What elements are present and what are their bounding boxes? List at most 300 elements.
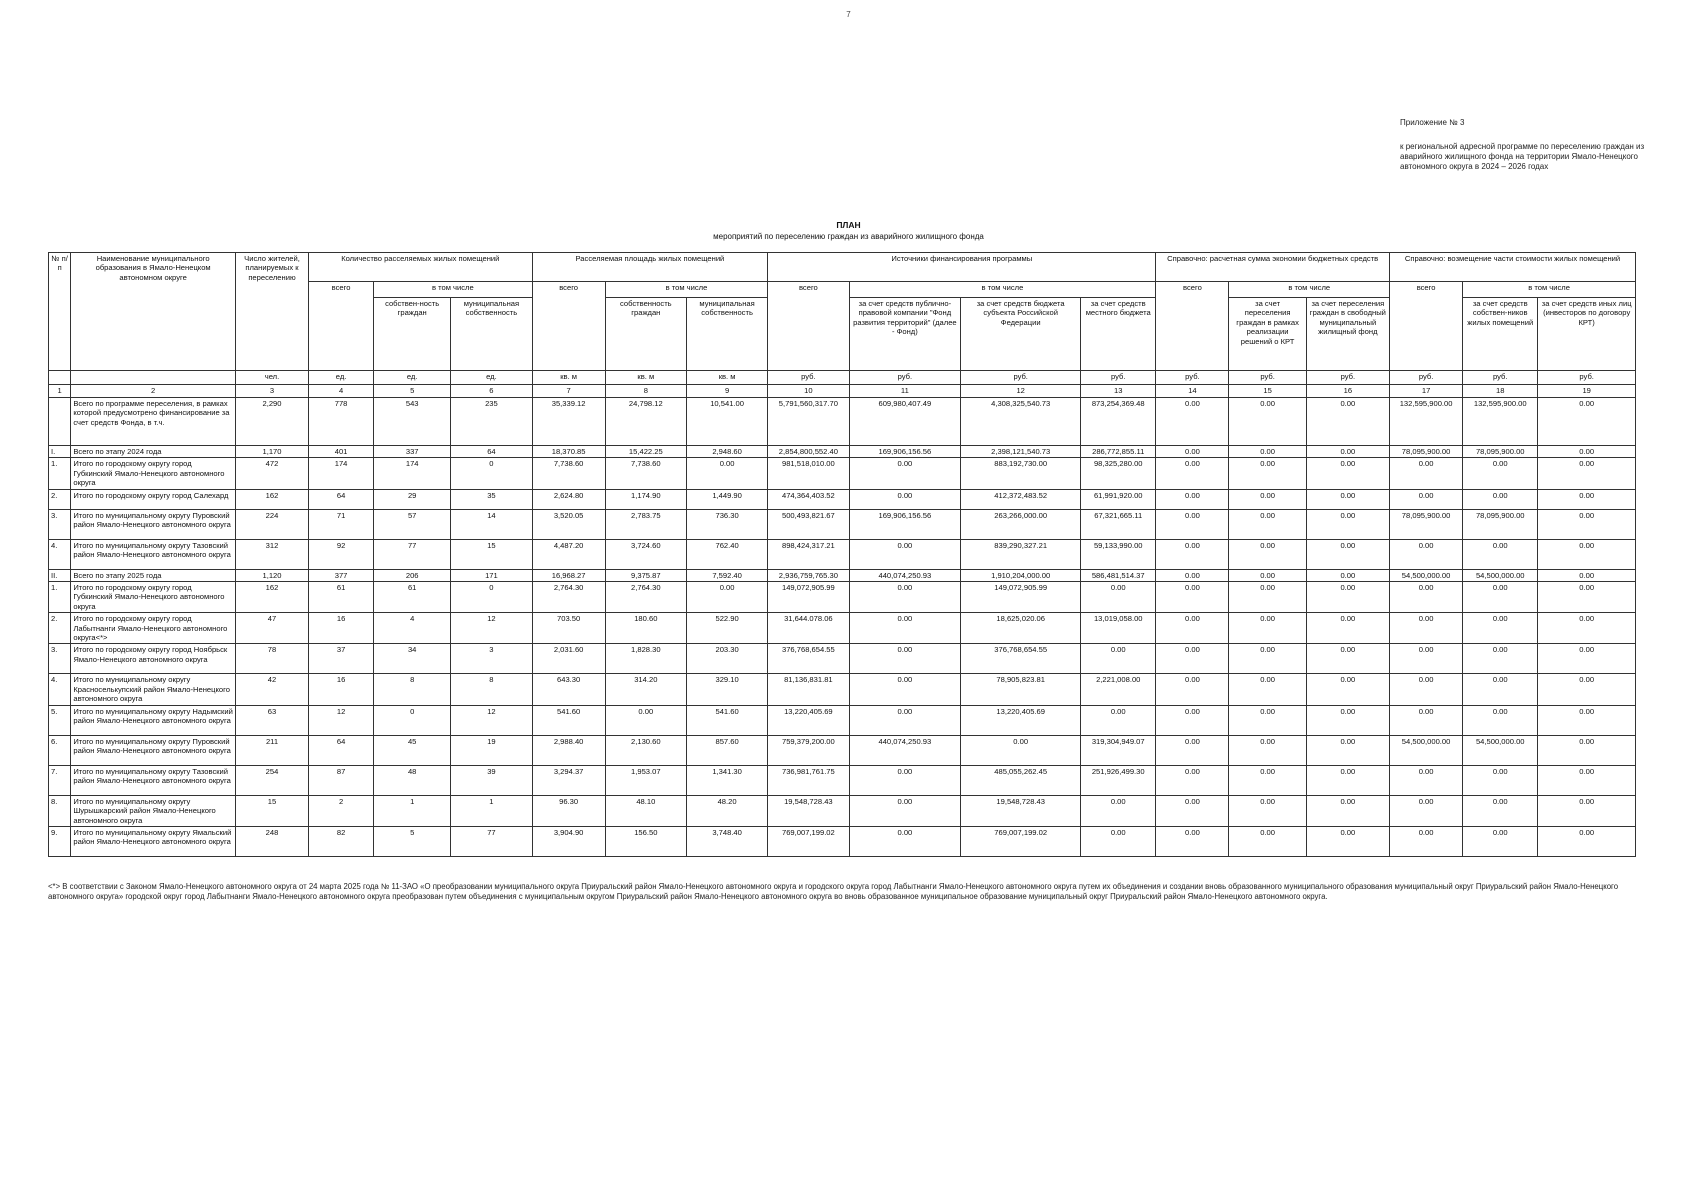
row-value-cell: 0 bbox=[451, 458, 532, 489]
row-value-cell: 0.00 bbox=[1538, 569, 1636, 581]
row-value-cell: 4 bbox=[374, 613, 451, 644]
row-value-cell: 203.30 bbox=[686, 644, 767, 674]
row-value-cell: 0.00 bbox=[1229, 539, 1306, 569]
row-value-cell: 162 bbox=[235, 489, 308, 509]
row-value-cell: 0.00 bbox=[1229, 735, 1306, 765]
row-value-cell: 156.50 bbox=[605, 826, 686, 856]
row-value-cell: 873,254,369.48 bbox=[1081, 398, 1156, 446]
column-number: 14 bbox=[1156, 385, 1229, 398]
unit-cell: руб. bbox=[1463, 371, 1538, 385]
row-value-cell: 78 bbox=[235, 644, 308, 674]
row-value-cell: 0.00 bbox=[1306, 674, 1389, 705]
plan-title: ПЛАН bbox=[836, 220, 861, 230]
unit-cell: кв. м bbox=[686, 371, 767, 385]
row-value-cell: 1,120 bbox=[235, 569, 308, 581]
row-number-cell: 3. bbox=[49, 509, 71, 539]
column-number: 17 bbox=[1390, 385, 1463, 398]
row-value-cell: 0.00 bbox=[1156, 826, 1229, 856]
row-value-cell: 64 bbox=[451, 446, 532, 458]
row-value-cell: 857.60 bbox=[686, 735, 767, 765]
row-value-cell: 248 bbox=[235, 826, 308, 856]
row-value-cell: 77 bbox=[451, 826, 532, 856]
row-value-cell: 0.00 bbox=[1390, 539, 1463, 569]
row-value-cell: 2,624.80 bbox=[532, 489, 605, 509]
row-value-cell: 2,988.40 bbox=[532, 735, 605, 765]
row-value-cell: 35,339.12 bbox=[532, 398, 605, 446]
appendix-text: к региональной адресной программе по переселению граждан из аварийного жилищного фонда на территории Ямало-Ненецкого автономного округа в 2024 – 2026 годах bbox=[1400, 142, 1645, 171]
column-number: 1 bbox=[49, 385, 71, 398]
row-value-cell: 57 bbox=[374, 509, 451, 539]
row-value-cell: 35 bbox=[451, 489, 532, 509]
header-rooms-citizens: собствен-ность граждан bbox=[374, 298, 451, 371]
row-value-cell: 0.00 bbox=[1306, 795, 1389, 826]
row-value-cell: 171 bbox=[451, 569, 532, 581]
row-value-cell: 0.00 bbox=[1463, 613, 1538, 644]
row-value-cell: 29 bbox=[374, 489, 451, 509]
row-value-cell: 61 bbox=[374, 582, 451, 613]
row-value-cell: 0.00 bbox=[1156, 674, 1229, 705]
row-value-cell: 61,991,920.00 bbox=[1081, 489, 1156, 509]
row-value-cell: 0.00 bbox=[1463, 705, 1538, 735]
row-value-cell: 376,768,654.55 bbox=[768, 644, 849, 674]
header-rooms-total: всего bbox=[309, 282, 374, 371]
column-number: 4 bbox=[309, 385, 374, 398]
header-funding-group: Источники финансирования программы bbox=[768, 253, 1156, 282]
row-value-cell: 0.00 bbox=[1156, 539, 1229, 569]
header-krt-resettle: за счет переселения граждан в рамках реализации решений о КРТ bbox=[1229, 298, 1306, 371]
table-row bbox=[49, 458, 1636, 489]
row-value-cell: 18,370.85 bbox=[532, 446, 605, 458]
row-value-cell: 472 bbox=[235, 458, 308, 489]
unit-cell: чел. bbox=[235, 371, 308, 385]
row-value-cell: 77 bbox=[374, 539, 451, 569]
column-number: 16 bbox=[1306, 385, 1389, 398]
row-value-cell: 251,926,499.30 bbox=[1081, 765, 1156, 795]
row-value-cell: 13,220,405.69 bbox=[961, 705, 1081, 735]
row-value-cell: 263,266,000.00 bbox=[961, 509, 1081, 539]
row-value-cell: 0.00 bbox=[1306, 613, 1389, 644]
header-savings-group: Справочно: расчетная сумма экономии бюджетных средств bbox=[1156, 253, 1390, 282]
row-value-cell: 0.00 bbox=[1463, 795, 1538, 826]
row-value-cell: 15 bbox=[235, 795, 308, 826]
row-value-cell: 16,968.27 bbox=[532, 569, 605, 581]
row-value-cell: 34 bbox=[374, 644, 451, 674]
row-value-cell: 440,074,250.93 bbox=[849, 735, 961, 765]
row-value-cell: 0.00 bbox=[1306, 826, 1389, 856]
row-value-cell: 206 bbox=[374, 569, 451, 581]
row-value-cell: 769,007,199.02 bbox=[961, 826, 1081, 856]
row-value-cell: 329.10 bbox=[686, 674, 767, 705]
row-value-cell: 47 bbox=[235, 613, 308, 644]
row-value-cell: 541.60 bbox=[532, 705, 605, 735]
table-header bbox=[49, 253, 1636, 398]
row-name-cell: Итого по городскому округу город Салехард bbox=[71, 489, 236, 509]
row-value-cell: 2,221,008.00 bbox=[1081, 674, 1156, 705]
row-value-cell: 0.00 bbox=[1156, 458, 1229, 489]
row-value-cell: 2,764.30 bbox=[605, 582, 686, 613]
row-name-cell: Итого по муниципальному округу Пуровский район Ямало-Ненецкого автономного округа bbox=[71, 735, 236, 765]
table-row bbox=[49, 489, 1636, 509]
row-value-cell: 39 bbox=[451, 765, 532, 795]
row-value-cell: 0.00 bbox=[1156, 569, 1229, 581]
row-name-cell: Итого по муниципальному округу Красноселькупский район Ямало-Ненецкого автономного округа bbox=[71, 674, 236, 705]
row-value-cell: 736.30 bbox=[686, 509, 767, 539]
row-value-cell: 0.00 bbox=[1390, 765, 1463, 795]
row-value-cell: 98,325,280.00 bbox=[1081, 458, 1156, 489]
row-value-cell: 1,170 bbox=[235, 446, 308, 458]
row-value-cell: 0.00 bbox=[1229, 489, 1306, 509]
row-value-cell: 1 bbox=[451, 795, 532, 826]
row-value-cell: 174 bbox=[374, 458, 451, 489]
column-number: 7 bbox=[532, 385, 605, 398]
row-value-cell: 543 bbox=[374, 398, 451, 446]
row-value-cell: 1,341.30 bbox=[686, 765, 767, 795]
unit-cell: ед. bbox=[309, 371, 374, 385]
row-value-cell: 48.20 bbox=[686, 795, 767, 826]
unit-cell bbox=[71, 371, 236, 385]
table-row bbox=[49, 613, 1636, 644]
row-value-cell: 48 bbox=[374, 765, 451, 795]
table-row bbox=[49, 446, 1636, 458]
row-value-cell: 541.60 bbox=[686, 705, 767, 735]
unit-cell bbox=[49, 371, 71, 385]
row-value-cell: 883,192,730.00 bbox=[961, 458, 1081, 489]
row-value-cell: 0.00 bbox=[1229, 826, 1306, 856]
row-value-cell: 0.00 bbox=[849, 795, 961, 826]
row-value-cell: 0.00 bbox=[1390, 705, 1463, 735]
row-value-cell: 24,798.12 bbox=[605, 398, 686, 446]
header-comp-total: всего bbox=[1390, 282, 1463, 371]
row-value-cell: 211 bbox=[235, 735, 308, 765]
row-value-cell: 9,375.87 bbox=[605, 569, 686, 581]
row-value-cell: 12 bbox=[451, 705, 532, 735]
row-value-cell: 13,220,405.69 bbox=[768, 705, 849, 735]
row-value-cell: 45 bbox=[374, 735, 451, 765]
row-value-cell: 3,520.05 bbox=[532, 509, 605, 539]
unit-cell: руб. bbox=[1306, 371, 1389, 385]
row-value-cell: 78,095,900.00 bbox=[1390, 446, 1463, 458]
row-number-cell: 9. bbox=[49, 826, 71, 856]
header-name: Наименование муниципального образования в Ямало-Ненецком автономном округе bbox=[71, 253, 236, 371]
row-value-cell: 0.00 bbox=[961, 735, 1081, 765]
unit-cell: руб. bbox=[1390, 371, 1463, 385]
row-value-cell: 78,095,900.00 bbox=[1390, 509, 1463, 539]
row-number-cell: I. bbox=[49, 446, 71, 458]
row-value-cell: 254 bbox=[235, 765, 308, 795]
row-name-cell: Всего по этапу 2025 года bbox=[71, 569, 236, 581]
row-value-cell: 0.00 bbox=[849, 644, 961, 674]
row-value-cell: 169,906,156.56 bbox=[849, 509, 961, 539]
row-value-cell: 19,548,728.43 bbox=[961, 795, 1081, 826]
row-value-cell: 0.00 bbox=[1390, 795, 1463, 826]
row-value-cell: 224 bbox=[235, 509, 308, 539]
row-value-cell: 0.00 bbox=[849, 613, 961, 644]
row-value-cell: 0.00 bbox=[1538, 644, 1636, 674]
row-value-cell: 2 bbox=[309, 795, 374, 826]
row-value-cell: 67,321,665.11 bbox=[1081, 509, 1156, 539]
column-number: 15 bbox=[1229, 385, 1306, 398]
row-value-cell: 59,133,990.00 bbox=[1081, 539, 1156, 569]
row-value-cell: 286,772,855.11 bbox=[1081, 446, 1156, 458]
row-value-cell: 2,936,759,765.30 bbox=[768, 569, 849, 581]
row-value-cell: 1,174.90 bbox=[605, 489, 686, 509]
row-value-cell: 64 bbox=[309, 489, 374, 509]
row-value-cell: 0.00 bbox=[1081, 582, 1156, 613]
table-row bbox=[49, 735, 1636, 765]
table-row bbox=[49, 705, 1636, 735]
row-value-cell: 0.00 bbox=[1306, 509, 1389, 539]
row-name-cell: Итого по муниципальному округу Пуровский район Ямало-Ненецкого автономного округа bbox=[71, 509, 236, 539]
table-row bbox=[49, 826, 1636, 856]
column-number: 10 bbox=[768, 385, 849, 398]
row-name-cell: Итого по городскому округу город Ноябрьск Ямало-Ненецкого автономного округа bbox=[71, 644, 236, 674]
row-number-cell: 2. bbox=[49, 489, 71, 509]
header-fund-source: за счет средств публично-правовой компании "Фонд развития территорий" (далее - Фонд) bbox=[849, 298, 961, 371]
row-value-cell: 0.00 bbox=[1463, 644, 1538, 674]
row-value-cell: 0.00 bbox=[1229, 644, 1306, 674]
row-value-cell: 981,518,010.00 bbox=[768, 458, 849, 489]
row-value-cell: 18,625,020.06 bbox=[961, 613, 1081, 644]
row-value-cell: 0.00 bbox=[849, 539, 961, 569]
row-value-cell: 337 bbox=[374, 446, 451, 458]
row-value-cell: 12 bbox=[451, 613, 532, 644]
row-value-cell: 0.00 bbox=[1081, 705, 1156, 735]
row-value-cell: 778 bbox=[309, 398, 374, 446]
row-value-cell: 0.00 bbox=[605, 705, 686, 735]
row-value-cell: 1,828.30 bbox=[605, 644, 686, 674]
row-value-cell: 0.00 bbox=[1306, 539, 1389, 569]
row-value-cell: 2,783.75 bbox=[605, 509, 686, 539]
header-area-including: в том числе bbox=[605, 282, 768, 298]
row-value-cell: 2,764.30 bbox=[532, 582, 605, 613]
row-value-cell: 169,906,156.56 bbox=[849, 446, 961, 458]
footnote: <*> В соответствии с Законом Ямало-Ненецкого автономного округа от 24 марта 2025 года № 11-ЗАО «О преобразовании муниципального округа Приуральский район Ямало-Ненецкого автономного округа и городского округа город Лабытнанги Ямало-Ненецкого автономного округа путем их объединения и создании вновь образованного муниципального образования муниципальный округ Приуральский район Ямало-Ненецкого автономного округа» городской округ город Лабытнанги Ямало-Ненецкого автономного округа преобразован путем объединения с муниципальным округом Приуральский район Ямало-Ненецкого автономного округа во вновь образованное муниципальное образование муниципальный округ Приуральский район Ямало-Ненецкого автономного округа. bbox=[48, 882, 1619, 901]
row-value-cell: 0.00 bbox=[1538, 489, 1636, 509]
row-value-cell: 0.00 bbox=[849, 458, 961, 489]
unit-cell: руб. bbox=[849, 371, 961, 385]
row-value-cell: 0.00 bbox=[849, 489, 961, 509]
row-value-cell: 0.00 bbox=[1229, 569, 1306, 581]
row-value-cell: 736,981,761.75 bbox=[768, 765, 849, 795]
row-value-cell: 522.90 bbox=[686, 613, 767, 644]
row-value-cell: 0.00 bbox=[1156, 765, 1229, 795]
row-value-cell: 13,019,058.00 bbox=[1081, 613, 1156, 644]
row-value-cell: 2,290 bbox=[235, 398, 308, 446]
row-value-cell: 0.00 bbox=[1390, 582, 1463, 613]
row-value-cell: 609,980,407.49 bbox=[849, 398, 961, 446]
header-area-municipal: муниципальная собственность bbox=[686, 298, 767, 371]
row-value-cell: 2,130.60 bbox=[605, 735, 686, 765]
row-value-cell: 0.00 bbox=[1306, 569, 1389, 581]
row-value-cell: 0.00 bbox=[1156, 509, 1229, 539]
table-row bbox=[49, 674, 1636, 705]
table-row bbox=[49, 398, 1636, 446]
unit-cell: кв. м bbox=[532, 371, 605, 385]
row-value-cell: 500,493,821.67 bbox=[768, 509, 849, 539]
row-value-cell: 0.00 bbox=[1306, 458, 1389, 489]
header-owners-funds: за счет средств собствен-ников жилых помещений bbox=[1463, 298, 1538, 371]
row-value-cell: 0.00 bbox=[1156, 735, 1229, 765]
header-compensation-group: Справочно: возмещение части стоимости жилых помещений bbox=[1390, 253, 1636, 282]
row-value-cell: 14 bbox=[451, 509, 532, 539]
header-local-budget: за счет средств местного бюджета bbox=[1081, 298, 1156, 371]
column-number: 18 bbox=[1463, 385, 1538, 398]
row-value-cell: 0.00 bbox=[1463, 458, 1538, 489]
row-value-cell: 54,500,000.00 bbox=[1463, 569, 1538, 581]
row-value-cell: 1,953.07 bbox=[605, 765, 686, 795]
unit-cell: кв. м bbox=[605, 371, 686, 385]
row-value-cell: 7,738.60 bbox=[532, 458, 605, 489]
header-residents: Число жителей, планируемых к переселению bbox=[235, 253, 308, 371]
row-number-cell bbox=[49, 398, 71, 446]
row-name-cell: Всего по программе переселения, в рамках которой предусмотрено финансирование за счет средств Фонда, в т.ч. bbox=[71, 398, 236, 446]
row-value-cell: 3,724.60 bbox=[605, 539, 686, 569]
row-value-cell: 2,031.60 bbox=[532, 644, 605, 674]
table-row bbox=[49, 569, 1636, 581]
row-value-cell: 0.00 bbox=[1538, 458, 1636, 489]
row-value-cell: 149,072,905.99 bbox=[961, 582, 1081, 613]
header-rooms-municipal: муниципальная собственность bbox=[451, 298, 532, 371]
row-value-cell: 0.00 bbox=[1538, 446, 1636, 458]
appendix-title: Приложение № 3 bbox=[1400, 118, 1465, 127]
row-value-cell: 0.00 bbox=[1538, 765, 1636, 795]
row-value-cell: 132,595,900.00 bbox=[1390, 398, 1463, 446]
row-number-cell: II. bbox=[49, 569, 71, 581]
row-value-cell: 0.00 bbox=[1156, 582, 1229, 613]
row-value-cell: 1 bbox=[374, 795, 451, 826]
row-number-cell: 5. bbox=[49, 705, 71, 735]
row-value-cell: 1,449.90 bbox=[686, 489, 767, 509]
row-value-cell: 0 bbox=[451, 582, 532, 613]
row-value-cell: 0.00 bbox=[1463, 826, 1538, 856]
row-value-cell: 0.00 bbox=[686, 582, 767, 613]
row-value-cell: 5,791,560,317.70 bbox=[768, 398, 849, 446]
header-subject-budget: за счет средств бюджета субъекта Российской Федерации bbox=[961, 298, 1081, 371]
row-value-cell: 78,905,823.81 bbox=[961, 674, 1081, 705]
row-value-cell: 0.00 bbox=[1229, 509, 1306, 539]
row-number-cell: 2. bbox=[49, 613, 71, 644]
row-value-cell: 0 bbox=[374, 705, 451, 735]
row-value-cell: 3,294.37 bbox=[532, 765, 605, 795]
row-value-cell: 0.00 bbox=[1229, 674, 1306, 705]
row-value-cell: 0.00 bbox=[1538, 509, 1636, 539]
appendix-block bbox=[1400, 118, 1650, 172]
row-value-cell: 37 bbox=[309, 644, 374, 674]
table-row bbox=[49, 539, 1636, 569]
row-value-cell: 19 bbox=[451, 735, 532, 765]
row-value-cell: 8 bbox=[451, 674, 532, 705]
header-area-group: Расселяемая площадь жилых помещений bbox=[532, 253, 768, 282]
row-value-cell: 162 bbox=[235, 582, 308, 613]
row-value-cell: 174 bbox=[309, 458, 374, 489]
row-value-cell: 132,595,900.00 bbox=[1463, 398, 1538, 446]
row-value-cell: 0.00 bbox=[1229, 398, 1306, 446]
row-value-cell: 3 bbox=[451, 644, 532, 674]
row-value-cell: 0.00 bbox=[1156, 795, 1229, 826]
row-value-cell: 0.00 bbox=[849, 582, 961, 613]
row-value-cell: 0.00 bbox=[1081, 644, 1156, 674]
row-value-cell: 15 bbox=[451, 539, 532, 569]
row-value-cell: 0.00 bbox=[1306, 489, 1389, 509]
row-value-cell: 0.00 bbox=[1229, 765, 1306, 795]
header-area-citizens: собственность граждан bbox=[605, 298, 686, 371]
row-value-cell: 78,095,900.00 bbox=[1463, 446, 1538, 458]
row-value-cell: 4,308,325,540.73 bbox=[961, 398, 1081, 446]
row-value-cell: 319,304,949.07 bbox=[1081, 735, 1156, 765]
row-value-cell: 15,422.25 bbox=[605, 446, 686, 458]
unit-cell: ед. bbox=[374, 371, 451, 385]
row-value-cell: 54,500,000.00 bbox=[1390, 569, 1463, 581]
row-value-cell: 377 bbox=[309, 569, 374, 581]
row-number-cell: 4. bbox=[49, 674, 71, 705]
table-body bbox=[49, 398, 1636, 857]
row-value-cell: 0.00 bbox=[1538, 735, 1636, 765]
row-value-cell: 149,072,905.99 bbox=[768, 582, 849, 613]
column-number: 12 bbox=[961, 385, 1081, 398]
row-value-cell: 0.00 bbox=[1229, 458, 1306, 489]
row-value-cell: 314.20 bbox=[605, 674, 686, 705]
row-number-cell: 8. bbox=[49, 795, 71, 826]
row-value-cell: 0.00 bbox=[849, 765, 961, 795]
row-value-cell: 474,364,403.52 bbox=[768, 489, 849, 509]
row-value-cell: 0.00 bbox=[849, 826, 961, 856]
row-value-cell: 1,910,204,000.00 bbox=[961, 569, 1081, 581]
row-value-cell: 180.60 bbox=[605, 613, 686, 644]
row-number-cell: 3. bbox=[49, 644, 71, 674]
row-value-cell: 96.30 bbox=[532, 795, 605, 826]
row-name-cell: Итого по муниципальному округу Ямальский район Ямало-Ненецкого автономного округа bbox=[71, 826, 236, 856]
row-value-cell: 42 bbox=[235, 674, 308, 705]
row-name-cell: Итого по муниципальному округу Надымский район Ямало-Ненецкого автономного округа bbox=[71, 705, 236, 735]
row-value-cell: 0.00 bbox=[1081, 795, 1156, 826]
row-value-cell: 16 bbox=[309, 613, 374, 644]
column-number: 9 bbox=[686, 385, 767, 398]
row-value-cell: 5 bbox=[374, 826, 451, 856]
unit-cell: руб. bbox=[1156, 371, 1229, 385]
row-value-cell: 0.00 bbox=[1463, 765, 1538, 795]
header-comp-including: в том числе bbox=[1463, 282, 1636, 298]
row-value-cell: 0.00 bbox=[1538, 613, 1636, 644]
row-value-cell: 3,748.40 bbox=[686, 826, 767, 856]
row-value-cell: 2,854,800,552.40 bbox=[768, 446, 849, 458]
row-value-cell: 703.50 bbox=[532, 613, 605, 644]
row-name-cell: Итого по муниципальному округу Тазовский район Ямало-Ненецкого автономного округа bbox=[71, 539, 236, 569]
column-number: 6 bbox=[451, 385, 532, 398]
row-value-cell: 16 bbox=[309, 674, 374, 705]
page-number: 7 bbox=[846, 10, 851, 19]
table-row bbox=[49, 795, 1636, 826]
column-numbers-row bbox=[49, 385, 1636, 398]
header-num: № п/п bbox=[49, 253, 71, 371]
row-value-cell: 2,398,121,540.73 bbox=[961, 446, 1081, 458]
row-value-cell: 0.00 bbox=[1390, 644, 1463, 674]
column-number: 8 bbox=[605, 385, 686, 398]
row-value-cell: 92 bbox=[309, 539, 374, 569]
row-value-cell: 0.00 bbox=[1081, 826, 1156, 856]
row-value-cell: 0.00 bbox=[1538, 539, 1636, 569]
row-value-cell: 0.00 bbox=[1156, 613, 1229, 644]
row-value-cell: 412,372,483.52 bbox=[961, 489, 1081, 509]
row-value-cell: 0.00 bbox=[1156, 398, 1229, 446]
unit-cell: руб. bbox=[1229, 371, 1306, 385]
row-value-cell: 0.00 bbox=[1463, 674, 1538, 705]
row-value-cell: 54,500,000.00 bbox=[1463, 735, 1538, 765]
unit-cell: ед. bbox=[451, 371, 532, 385]
header-savings-including: в том числе bbox=[1229, 282, 1390, 298]
row-value-cell: 61 bbox=[309, 582, 374, 613]
row-value-cell: 0.00 bbox=[1156, 644, 1229, 674]
row-name-cell: Итого по городскому округу город Губкинский Ямало-Ненецкого автономного округа bbox=[71, 582, 236, 613]
